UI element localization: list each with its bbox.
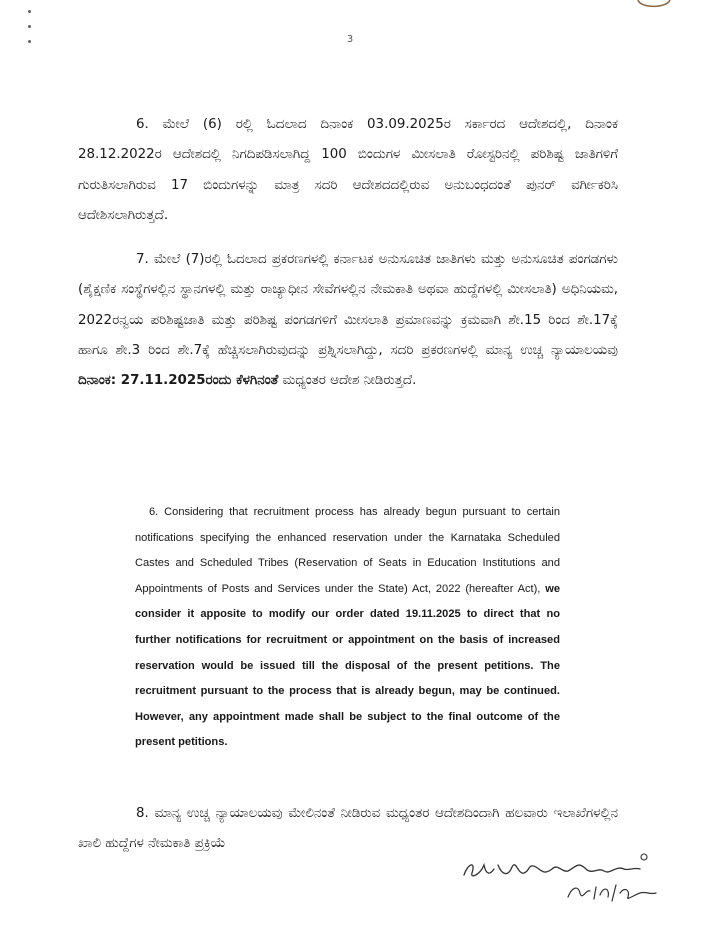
court-order-quote xyxy=(135,500,560,756)
paragraph-8-text: 8. ಮಾನ್ಯ ಉಚ್ಚ ನ್ಯಾಯಾಲಯವು ಮೇಲಿನಂತೆ ನೀಡಿರುವ ಮಧ್ಯಂತರ ಆದೇಶದಿಂದಾಗಿ ಹಲವಾರು ಇಲಾಖೆಗಳಲ್ಲಿನ ಖಾಲಿ ಹುದ್ದೆಗಳ ನೇಮಕಾತಿ ಪ್ರಕ್ರಿಯೆ xyxy=(78,806,618,852)
paragraph-7-date-bold: ದಿನಾಂಕ: 27.11.2025ರಂದು ಕೆಳಗಿನಂತೆ xyxy=(78,373,279,389)
paragraph-6-kannada xyxy=(78,110,618,231)
paragraph-7-text-end: ಮಧ್ಯಂತರ ಆದೇಶ ನೀಡಿರುತ್ತದೆ. xyxy=(278,373,417,389)
handwritten-signature xyxy=(458,845,678,905)
page-corner-mark xyxy=(636,0,672,10)
paragraph-6-text: 6. ಮೇಲೆ (6) ರಲ್ಲಿ ಓದಲಾದ ದಿನಾಂಕ 03.09.2025ರ ಸರ್ಕಾರದ ಆದೇಶದಲ್ಲಿ, ದಿನಾಂಕ 28.12.2022ರ ಆದೇಶದಲ್ಲಿ ನಿಗದಿಪಡಿಸಲಾಗಿದ್ದ 100 ಬಿಂದುಗಳ ಮೀಸಲಾತಿ ರೋಸ್ಟರಿನಲ್ಲಿ ಪರಿಶಿಷ್ಟ ಜಾತಿಗಳಿಗೆ ಗುರುತಿಸಲಾಗಿರುವ 17 ಬಿಂದುಗಳನ್ನು ಮಾತ್ರ ಸದರಿ ಆದೇಶದದಲ್ಲಿರುವ ಅನುಬಂಧದಂತೆ ಪುನರ್ ವರ್ಗೀಕರಿಸಿ ಆದೇಶಿಸಲಾಗಿರುತ್ತದೆ. xyxy=(78,117,618,223)
page-number: 3 xyxy=(346,34,354,45)
quote-bold-text: we consider it apposite to modify our order dated 19.11.2025 to direct that no further notifications for recruitment or appointment on the basis of increased reservation would be issued till the disposal of the present petitions. The recruitment pursuant to the process that is already begun, may be continued. However, any appointment made shall be subject to the final outcome of the present petitions. xyxy=(135,582,560,749)
scan-dots xyxy=(28,10,31,55)
quote-text: 6. Considering that recruitment process has already begun pursuant to certain notifications specifying the enhanced reservation under the Karnataka Scheduled Castes and Scheduled Tribes (Reservation of Seats in Education Institutions and Appointments of Posts and Services under the State) Act, 2022 (hereafter Act), xyxy=(135,506,560,595)
paragraph-7-kannada xyxy=(78,245,618,396)
paragraph-7-text: 7. ಮೇಲೆ (7)ರಲ್ಲಿ ಓದಲಾದ ಪ್ರಕರಣಗಳಲ್ಲಿ ಕರ್ನಾಟಕ ಅನುಸೂಚಿತ ಜಾತಿಗಳು ಮತ್ತು ಅನುಸೂಚಿತ ಪಂಗಡಗಳು (ಶೈಕ್ಷಣಿಕ ಸಂಸ್ಥೆಗಳಲ್ಲಿನ ಸ್ಥಾನಗಳಲ್ಲಿ ಮತ್ತು ರಾಜ್ಯಾಧೀನ ಸೇವೆಗಳಲ್ಲಿನ ನೇಮಕಾತಿ ಅಥವಾ ಹುದ್ದೆಗಳಲ್ಲಿ ಮೀಸಲಾತಿ) ಅಧಿನಿಯಮ, 2022ರನ್ವಯ ಪರಿಶಿಷ್ಟಜಾತಿ ಮತ್ತು ಪರಿಶಿಷ್ಟ ಪಂಗಡಗಳಿಗೆ ಮೀಸಲಾತಿ ಪ್ರಮಾಣವನ್ನು ಕ್ರಮವಾಗಿ ಶೇ.15 ರಿಂದ ಶೇ.17ಕ್ಕೆ ಹಾಗೂ ಶೇ.3 ರಿಂದ ಶೇ.7ಕ್ಕೆ ಹೆಚ್ಚಿಸಲಾಗಿರುವುದನ್ನು ಪ್ರಶ್ನಿಸಲಾಗಿದ್ದು, ಸದರಿ ಪ್ರಕರಣಗಳಲ್ಲಿ ಮಾನ್ಯ ಉಚ್ಚ ನ್ಯಾಯಾಲಯವು xyxy=(78,252,618,358)
